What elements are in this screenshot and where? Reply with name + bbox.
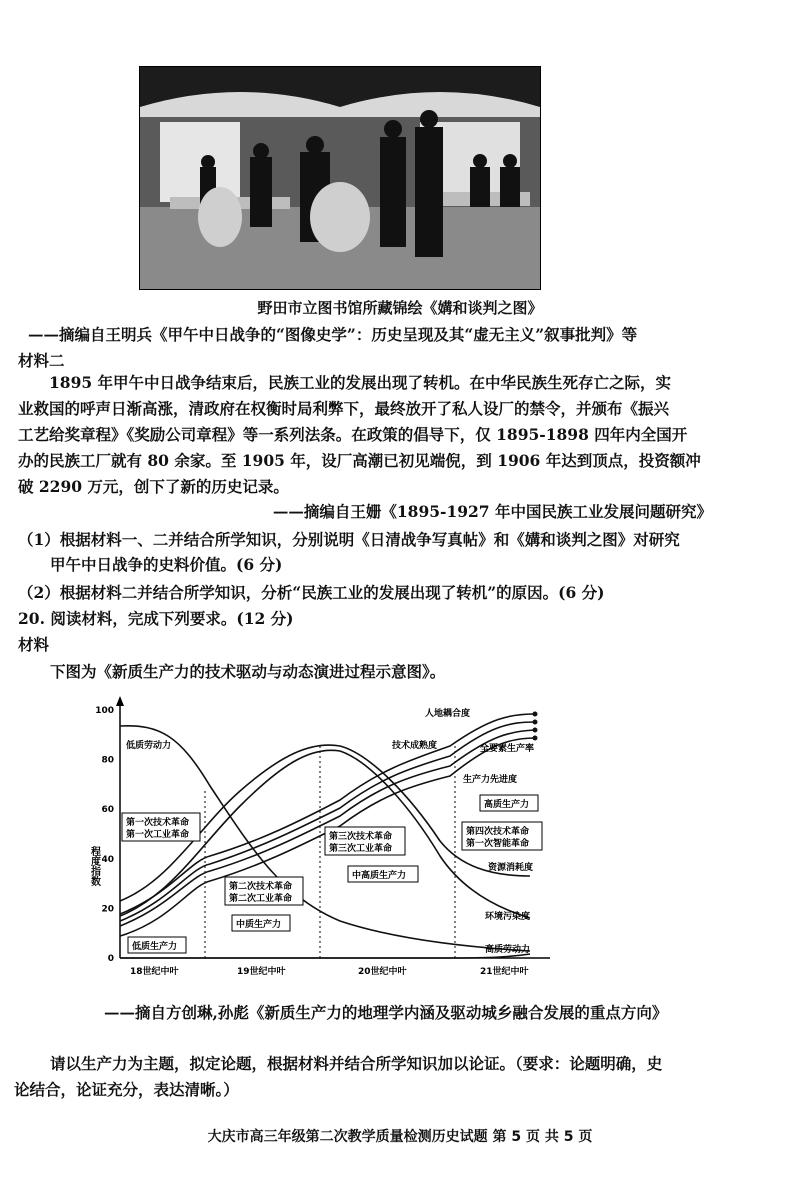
stage-box-2-line-1: 第二次技术革命 — [229, 882, 293, 892]
y-tick-label: 80 — [101, 755, 114, 766]
stage-box-4-line-1: 第四次技术革命 — [466, 827, 530, 837]
historical-woodblock-print — [139, 66, 541, 290]
label-high-quality-labor: 高质劳动力 — [485, 945, 531, 955]
label-total-factor-productivity: 全要素生产率 — [480, 744, 535, 754]
source-citation: ——摘编自王明兵《甲午中日战争的“图像史学”：历史呈现及其“虚无主义”叙事批判》等 — [28, 325, 638, 344]
productivity-box-medium-high: 中高质生产力 — [352, 871, 407, 881]
label-technology-maturity: 技术成熟度 — [392, 741, 438, 751]
material-source: ——摘编自王姗《1895-1927 年中国民族工业发展问题研究》 — [272, 502, 712, 521]
y-tick-label: 100 — [95, 706, 114, 716]
question-20: 20. 阅读材料，完成下列要求。(12 分) — [18, 609, 294, 628]
page-footer: 大庆市高三年级第二次教学质量检测历史试题 第 5 页 共 5 页 — [207, 1129, 593, 1145]
y-axis-label: 程度指数 — [88, 846, 100, 886]
task-line-2: 论结合，论证充分，表达清晰。） — [14, 1080, 239, 1099]
label-productivity-advancement: 生产力先进度 — [463, 775, 518, 785]
question-1-cont: 甲午中日战争的史料价值。(6 分) — [50, 555, 283, 574]
stage-box-3-line-2: 第三次工业革命 — [329, 844, 393, 854]
paragraph-line: 破 2290 万元，创下了新的历史记录。 — [18, 477, 289, 496]
stage-box-4-line-2: 第一次智能革命 — [466, 839, 530, 849]
material-two-text — [18, 370, 788, 500]
y-tick-label: 0 — [107, 954, 114, 964]
label-human-land-coupling: 人地耦合度 — [425, 709, 471, 719]
material-label: 材料 — [18, 635, 50, 654]
label-low-quality-labor: 低质劳动力 — [126, 741, 172, 751]
stage-box-1-line-2: 第一次工业革命 — [126, 830, 190, 840]
question-2: （2）根据材料二并结合所学知识，分析“民族工业的发展出现了转机”的原因。(6 分) — [18, 583, 605, 602]
paragraph-line: 1895 年甲午中日战争结束后，民族工业的发展出现了转机。在中华民族生死存亡之际，实 — [49, 373, 672, 392]
stage-box-1-line-1: 第一次技术革命 — [126, 818, 190, 828]
stage-box-3-line-1: 第三次技术革命 — [329, 832, 393, 842]
material-heading: 材料二 — [18, 351, 65, 370]
y-axis-arrow — [116, 696, 124, 706]
y-tick-label: 20 — [101, 904, 114, 915]
productivity-box-high: 高质生产力 — [484, 800, 530, 810]
task-line-1: 请以生产力为主题，拟定论题，根据材料并结合所学知识加以论证。（要求：论题明确，史 — [50, 1054, 663, 1073]
label-resource-consumption: 资源消耗度 — [488, 863, 534, 873]
y-tick-label: 40 — [101, 854, 114, 865]
question-1: （1）根据材料一、二并结合所学知识，分别说明《日清战争写真帖》和《媾和谈判之图》对研究 — [18, 530, 680, 549]
period-label-19th: 19世纪中叶 — [237, 967, 286, 977]
label-environment-pollution: 环境污染度 — [485, 912, 531, 922]
period-label-20th: 20世纪中叶 — [358, 967, 407, 977]
y-tick-label: 60 — [101, 805, 114, 816]
period-label-18th: 18世纪中叶 — [130, 967, 179, 977]
period-label-21st: 21世纪中叶 — [480, 967, 529, 977]
chart-intro: 下图为《新质生产力的技术驱动与动态演进过程示意图》。 — [50, 662, 446, 681]
paragraph-line: 办的民族工厂就有 80 余家。至 1905 年，设厂高潮已初见端倪，到 1906 年达到顶点，投资额冲 — [18, 451, 701, 470]
chart-source: ——摘自方创琳,孙彪《新质生产力的地理学内涵及驱动城乡融合发展的重点方向》 — [104, 1003, 668, 1022]
paragraph-line: 业救国的呼声日渐高涨，清政府在权衡时局利弊下，最终放开了私人设厂的禁令，并颁布《振兴 — [18, 399, 670, 418]
productivity-box-low: 低质生产力 — [132, 942, 178, 952]
productivity-chart — [80, 696, 560, 986]
photo-caption: 野田市立图书馆所藏锦绘《媾和谈判之图》 — [257, 299, 543, 317]
paragraph-line: 工艺给奖章程》《奖励公司章程》等一系列法条。在政策的倡导下，仅 1895-1898 四年内全国开 — [18, 425, 688, 444]
productivity-box-medium: 中质生产力 — [236, 920, 282, 930]
high-quality-labor-line — [120, 954, 530, 958]
stage-box-2-line-2: 第二次工业革命 — [229, 894, 293, 904]
